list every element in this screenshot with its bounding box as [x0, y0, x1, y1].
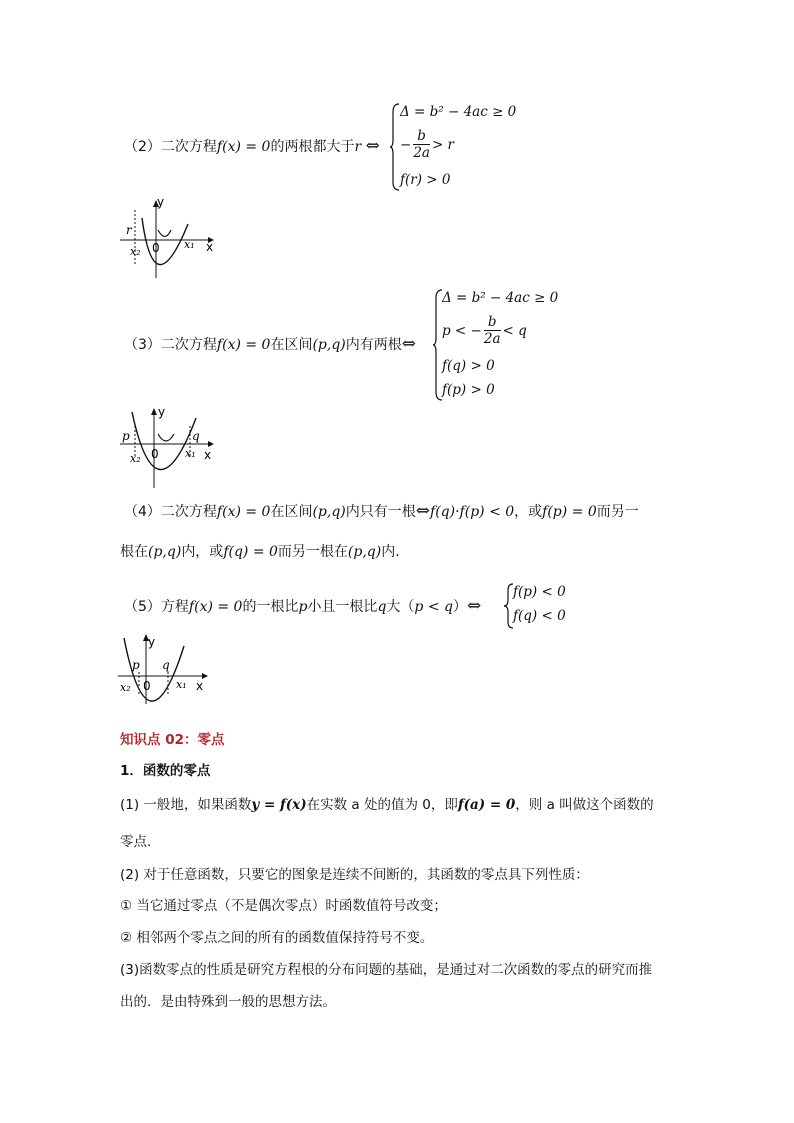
section-title: 知识点 02：零点 [120, 732, 225, 748]
item4-line1 [124, 502, 639, 521]
item4-line2 [120, 543, 400, 561]
x2-label: x₂ [130, 245, 141, 258]
item5-graph [116, 632, 212, 720]
item2-text: 的两根都大于 [270, 139, 355, 155]
item3-interval: (p,q) [312, 337, 346, 353]
q-label: q [192, 429, 200, 443]
p-label: p [132, 658, 140, 672]
item4-line2-d: 内. [381, 544, 400, 560]
item4-fx: f(x) = 0 [216, 504, 271, 520]
item2-cond-vertex: − $\frac{b}{2a}$ > r [400, 128, 455, 161]
p1-c: ，则 a 叫做这个函数的 [515, 797, 654, 813]
item4-text1: 在区间 [270, 504, 313, 520]
x1-label: x₁ [176, 678, 187, 691]
item2-graph [118, 196, 218, 282]
x1-label: x₁ [184, 238, 195, 251]
item2-cond-fr: f(r) > 0 [400, 172, 451, 188]
item5-cond-fq: f(q) < 0 [513, 608, 566, 624]
item3-cond-discriminant: Δ = b² − 4ac ≥ 0 [442, 290, 559, 306]
item3-cond-fq: f(q) > 0 [442, 358, 495, 374]
p1-func: y = f(x) [251, 797, 307, 813]
p1-a: (1) 一般地，如果函数 [120, 797, 252, 813]
item5-statement [124, 597, 481, 616]
paragraph-2: (2) 对于任意函数，只要它的图象是连续不间断的，其函数的零点具下列性质： [120, 867, 589, 883]
small-parabola [158, 434, 174, 441]
item4-text4: 而另一 [596, 504, 639, 520]
item5-text3: 大（ [386, 599, 415, 615]
p-label: p [122, 429, 130, 443]
item3-statement [124, 335, 416, 354]
item3-label: （3）二次方程 [124, 337, 217, 353]
r-label: r [126, 223, 132, 237]
x-label: x [204, 448, 212, 462]
item5-text1: 的一根比 [242, 599, 299, 615]
y-label: y [157, 196, 165, 209]
item5-cond-fp: f(p) < 0 [513, 584, 566, 600]
item3-graph [118, 404, 218, 492]
item5-pq: p < q [414, 599, 453, 615]
origin-label: 0 [152, 241, 160, 255]
item5-text2: 小且一根比 [307, 599, 378, 615]
paragraph-6: 出的．是由特殊到一般的思想方法。 [120, 994, 336, 1010]
item4-cond2: f(p) = 0 [542, 504, 597, 520]
item3-text2: 内有两根 [345, 337, 402, 353]
item4-line2-c: 而另一根在 [277, 544, 348, 560]
x2-label: x₂ [130, 452, 141, 465]
x2-label: x₂ [120, 681, 131, 694]
item5-text4: ） [452, 599, 467, 615]
q-label: q [162, 658, 170, 672]
item4-line2-b: 内，或 [181, 544, 224, 560]
item4-interval: (p,q) [312, 504, 346, 520]
item3-cond-vertex: p < − $\frac{b}{2a}$ < q [442, 314, 527, 347]
item3-cond-fp: f(p) > 0 [442, 382, 495, 398]
item4-text2: 内只有一根 [345, 504, 416, 520]
item3-text1: 在区间 [270, 337, 313, 353]
x-label: x [196, 679, 204, 693]
arrow-icon [208, 441, 214, 447]
iff-symbol: ⇔ [365, 136, 380, 156]
iff-symbol: ⇔ [415, 501, 431, 521]
paragraph-3: ① 当它通过零点（不是偶次零点）时函数值符号改变； [120, 898, 447, 914]
item5-label: （5）方程 [124, 599, 189, 615]
item4-cond: f(q)·f(p) < 0 [430, 504, 515, 520]
item2-label: （2）二次方程 [124, 139, 217, 155]
item5-q: q [377, 599, 387, 615]
origin-label: 0 [151, 447, 159, 461]
parabola [142, 218, 188, 265]
item4-text3: ，或 [514, 504, 543, 520]
item2-cond-discriminant: Δ = b² − 4ac ≥ 0 [400, 104, 517, 120]
iff-symbol: ⇔ [401, 334, 417, 354]
item5-p: p [298, 599, 308, 615]
item3-fx: f(x) = 0 [216, 337, 271, 353]
x-label: x [206, 240, 214, 254]
item2-var: r [354, 139, 362, 155]
item4-line2-cond: f(q) = 0 [223, 544, 278, 560]
paragraph-1 [120, 793, 654, 813]
item5-fx: f(x) = 0 [188, 599, 243, 615]
paragraph-5: (3)函数零点的性质是研究方程根的分布问题的基础，是通过对二次函数的零点的研究而推 [120, 962, 653, 978]
iff-symbol: ⇔ [466, 596, 482, 616]
p1-func2: f(a) = 0 [457, 797, 516, 813]
paragraph-1-cont: 零点. [120, 834, 152, 850]
item4-line2-interval: (p,q) [148, 544, 182, 560]
p1-b: 在实数 a 处的值为 0，即 [306, 797, 458, 813]
subsection-title: 1．函数的零点 [120, 763, 211, 779]
paragraph-4: ② 相邻两个零点之间的所有的函数值保持符号不变。 [120, 930, 434, 946]
y-label: y [158, 405, 166, 419]
item2-fx: f(x) = 0 [216, 139, 271, 155]
origin-label: 0 [143, 679, 151, 693]
arrow-icon [151, 408, 157, 415]
x1-label: x₁ [185, 447, 196, 460]
y-label: y [148, 635, 156, 649]
item4-label: （4）二次方程 [124, 504, 217, 520]
item4-line2-interval2: (p,q) [347, 544, 382, 560]
small-parabola [158, 230, 171, 237]
item2-statement [124, 137, 380, 156]
item4-line2-a: 根在 [120, 544, 148, 560]
